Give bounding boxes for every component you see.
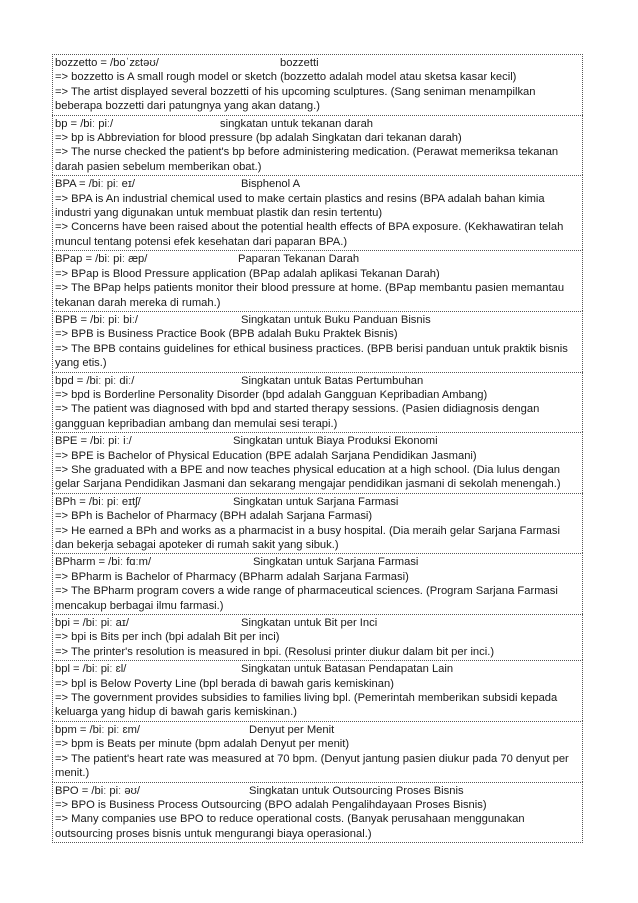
entry-definition: => BPh is Bachelor of Pharmacy (BPH adalah Sarjana Farmasi) xyxy=(55,510,373,523)
entry-example: => She graduated with a BPE and now teaches physical education at a high school. (Dia lulus dengan gelar Sarjana Pendidikan Jasmani dan sekarang mengajar pendidikan jasmani di sekolah menengah.) xyxy=(55,463,561,491)
entry-gloss: bozzetti xyxy=(280,57,319,69)
entry-definition: => bpd is Borderline Personality Disorder (bpd adalah Gangguan Kepribadian Ambang) xyxy=(55,388,488,401)
entry-definition: => BPharm is Bachelor of Pharmacy (BPharm adalah Sarjana Farmasi) xyxy=(55,570,409,583)
entry-example: => The government provides subsidies to families living bpl. (Pemerintah memberikan subsidi kepada keluarga yang hidup di bawah garis kemiskinan.) xyxy=(55,692,558,719)
entry-example: => Many companies use BPO to reduce operational costs. (Banyak perusahaan menggunakan outsourcing proses bisnis untuk mengurangi biaya operasional.) xyxy=(55,813,525,840)
entry-definition: => BPap is Blood Pressure application (BPap adalah aplikasi Tekanan Darah) xyxy=(55,267,440,280)
entry-headword-row xyxy=(55,495,580,509)
entry-example: => The BPB contains guidelines for ethical business practices. (BPB berisi panduan untuk praktik bisnis yang etis.) xyxy=(55,342,568,370)
document-body xyxy=(52,54,583,843)
entry-headword-row xyxy=(55,662,580,676)
dictionary-entry xyxy=(52,782,583,844)
dictionary-entry xyxy=(52,115,583,176)
dictionary-entry xyxy=(52,614,583,660)
entry-headword-row xyxy=(55,374,580,388)
entry-example: => The printer's resolution is measured in bpi. (Resolusi printer diukur dalam bit per inci.) xyxy=(55,645,495,658)
entry-headword-row xyxy=(55,784,580,798)
entry-example: => The nurse checked the patient's bp before administering medication. (Perawat memeriksa tekanan darah pasien sebelum memberikan obat.) xyxy=(55,146,559,173)
entry-term: bozzetto = /boˈzɛtəʊ/ xyxy=(55,57,159,69)
entry-term: bpm = /biː piː ɛm/ xyxy=(55,723,141,736)
entry-gloss: Singkatan untuk Batasan Pendapatan Lain xyxy=(241,663,454,676)
dictionary-entry xyxy=(52,372,583,433)
entry-example: => The patient was diagnosed with bpd and started therapy sessions. (Pasien didiagnosis dengan gangguan kepribadian ambang dan memulai sesi terapi.) xyxy=(55,403,540,430)
entry-term: BPO = /biː piː əʊ/ xyxy=(55,784,141,797)
entry-term: BPB = /biː piː biː/ xyxy=(55,313,139,326)
entry-example: => The BPap helps patients monitor their blood pressure at home. (BPap membantu pasien memantau tekanan darah mereka di rumah.) xyxy=(55,282,565,309)
dictionary-entry xyxy=(52,432,583,493)
entry-definition: => BPA is An industrial chemical used to make certain plastics and resins (BPA adalah bahan kimia industri yang digunakan untuk membuat plastik dan resin tertentu) xyxy=(55,192,545,220)
entry-headword-row xyxy=(55,177,580,191)
entry-term: BPap = /biː piː æp/ xyxy=(55,253,148,266)
entry-headword-row xyxy=(55,434,580,448)
dictionary-entry xyxy=(52,311,583,372)
entry-definition: => bp is Abbreviation for blood pressure (bp adalah Singkatan dari tekanan darah) xyxy=(55,132,462,145)
dictionary-entry xyxy=(52,175,583,250)
entry-definition: => bozzetto is A small rough model or sketch (bozzetto adalah model atau sketsa kasar kecil) xyxy=(55,71,517,84)
entry-definition: => BPE is Bachelor of Physical Education (BPE adalah Sarjana Pendidikan Jasmani) xyxy=(55,449,477,462)
entry-headword-row xyxy=(55,723,580,737)
dictionary-entry xyxy=(52,660,583,721)
entry-term: bpl = /biː piː ɛl/ xyxy=(55,663,127,676)
entry-gloss: Singkatan untuk Sarjana Farmasi xyxy=(253,556,419,569)
entry-definition: => BPO is Business Process Outsourcing (BPO adalah Pengalihdayaan Proses Bisnis) xyxy=(55,798,487,811)
dictionary-entry xyxy=(52,553,583,614)
entry-example: => The BPharm program covers a wide range of pharmaceutical sciences. (Program Sarjana Farmasi mencakup berbagai ilmu farmasi.) xyxy=(55,585,558,612)
dictionary-entry xyxy=(52,721,583,782)
entry-gloss: Paparan Tekanan Darah xyxy=(238,253,360,266)
entry-headword-row xyxy=(55,117,580,131)
entry-definition: => BPB is Business Practice Book (BPB adalah Buku Praktek Bisnis) xyxy=(55,328,398,341)
entry-example: => The artist displayed several bozzetti of his upcoming sculptures. (Sang seniman menampilkan beberapa bozzetti dari patungnya yang akan datang.) xyxy=(55,85,536,113)
entry-term: BPE = /biː piː iː/ xyxy=(55,435,132,448)
entry-headword-row xyxy=(55,313,580,327)
entry-example: => Concerns have been raised about the potential health effects of BPA exposure. (Kekhawatiran telah muncul tentang potensi efek kesehatan dari paparan BPA.) xyxy=(55,221,564,248)
entry-term: BPA = /biː piː eɪ/ xyxy=(55,178,135,191)
dictionary-entry xyxy=(52,250,583,311)
entry-term: BPh = /biː piː eɪtʃ/ xyxy=(55,495,141,508)
entry-gloss: Singkatan untuk Batas Pertumbuhan xyxy=(241,374,424,387)
entry-definition: => bpm is Beats per minute (bpm adalah Denyut per menit) xyxy=(55,738,350,751)
entry-term: BPharm = /biː fɑːm/ xyxy=(55,556,152,569)
entry-example: => The patient's heart rate was measured at 70 bpm. (Denyut jantung pasien diukur pada 70 denyut per menit.) xyxy=(55,752,569,780)
entry-gloss: singkatan untuk tekanan darah xyxy=(220,117,374,130)
entry-gloss: Singkatan untuk Buku Panduan Bisnis xyxy=(241,313,431,326)
entry-headword-row xyxy=(55,252,580,266)
entry-gloss: Singkatan untuk Outsourcing Proses Bisnis xyxy=(249,784,464,797)
entry-gloss: Singkatan untuk Bit per Inci xyxy=(241,617,378,630)
dictionary-entry xyxy=(52,493,583,554)
entry-headword-row xyxy=(55,56,580,70)
entry-example: => He earned a BPh and works as a pharmacist in a busy hospital. (Dia meraih gelar Sarjana Farmasi dan bekerja sebagai apoteker di rumah sakit yang sibuk.) xyxy=(55,524,560,551)
dictionary-entry xyxy=(52,54,583,115)
entry-gloss: Singkatan untuk Sarjana Farmasi xyxy=(233,495,399,508)
entry-term: bpi = /biː piː aɪ/ xyxy=(55,617,129,630)
entry-term: bp = /biː piː/ xyxy=(55,117,114,130)
entry-definition: => bpi is Bits per inch (bpi adalah Bit per inci) xyxy=(55,631,280,644)
entry-term: bpd = /biː piː diː/ xyxy=(55,374,135,387)
entry-gloss: Bisphenol A xyxy=(241,178,301,191)
entry-headword-row xyxy=(55,555,580,569)
entry-definition: => bpl is Below Poverty Line (bpl berada di bawah garis kemiskinan) xyxy=(55,677,394,690)
entry-headword-row xyxy=(55,616,580,630)
entry-gloss: Denyut per Menit xyxy=(249,723,335,736)
entry-gloss: Singkatan untuk Biaya Produksi Ekonomi xyxy=(233,435,438,448)
